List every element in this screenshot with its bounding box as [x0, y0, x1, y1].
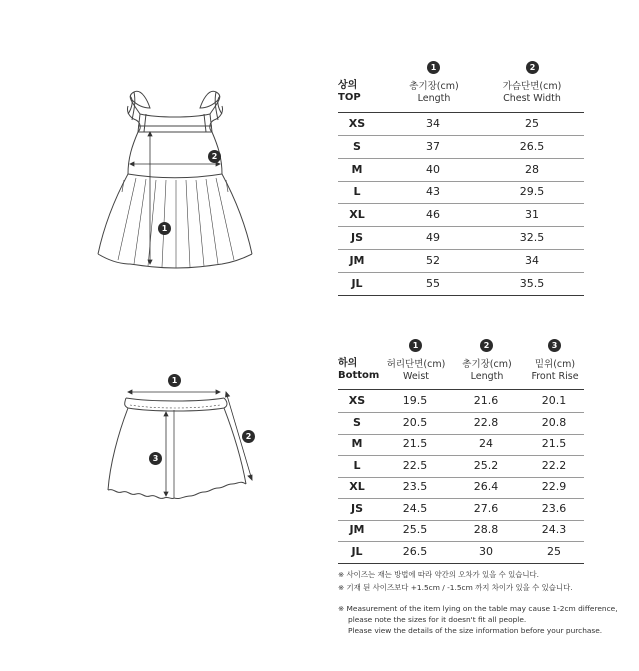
bottom-col3-header — [522, 359, 588, 383]
bottom-row-6-col-2: 27.6 — [473, 501, 499, 515]
top-col1-number: 1 — [427, 61, 440, 74]
bottom-row-1-col-3: 20.1 — [541, 394, 567, 407]
top-row-1-size: XS — [348, 117, 366, 130]
top-row-4-size: L — [353, 185, 361, 199]
bottom-row-5-col-3: 22.9 — [541, 480, 567, 493]
bottom-sketch-marker-3: 3 — [149, 452, 162, 465]
bottom-row-2-size: S — [353, 415, 361, 429]
top-col2-header — [484, 81, 580, 105]
bottom-row-4-size: L — [353, 458, 361, 472]
bottom-row-1-col-1: 19.5 — [402, 394, 428, 407]
note-en-3: Please view the details of the size information before your purchase. — [348, 626, 603, 635]
top-row-2-col-1: 37 — [426, 139, 440, 153]
bottom-row-3-col-2: 24 — [479, 437, 493, 450]
note-ko-1: ※ 사이즈는 재는 방법에 따라 약간의 오차가 있을 수 있습니다. — [338, 570, 540, 579]
bottom-col2-header — [454, 359, 520, 383]
bottom-col1-header — [382, 359, 450, 383]
bottom-row-3-col-1: 21.5 — [402, 437, 428, 450]
top-row-1-col-1: 34 — [426, 117, 440, 130]
bottom-row-1-size: XS — [348, 394, 366, 407]
bottom-row-3-size: M — [351, 437, 363, 450]
top-row-6-size: JS — [350, 231, 363, 244]
bottom-col3-label-ko: 밑위(cm) — [534, 359, 576, 370]
top-sketch-marker-1: 1 — [158, 222, 171, 235]
bottom-col2-label-ko: 총기장(cm) — [462, 359, 512, 370]
bottom-row-5-col-2: 26.4 — [473, 480, 499, 493]
bottom-row-8-col-1: 26.5 — [402, 544, 428, 558]
top-row-1-rule — [338, 135, 584, 136]
bottom-row-2-rule — [338, 434, 584, 435]
top-row-6-col-1: 49 — [426, 231, 440, 244]
bottom-row-6-rule — [338, 520, 584, 521]
bottom-col2-number: 2 — [480, 339, 493, 352]
bottom-row-3-rule — [338, 455, 584, 456]
bottom-row-3-col-3: 21.5 — [541, 437, 567, 450]
bottom-row-1-rule — [338, 412, 584, 413]
top-col1-label-en: Length — [417, 93, 451, 104]
bottom-row-5-size: XL — [349, 480, 365, 493]
bottom-col1-label-en: Weist — [403, 371, 429, 382]
top-row-4-col-1: 43 — [426, 185, 440, 199]
bottom-row-7-size: JM — [349, 523, 365, 536]
bottom-row-1-col-2: 21.6 — [473, 394, 499, 407]
bottom-row-7-col-1: 25.5 — [402, 523, 428, 536]
bottom-row-4-col-2: 25.2 — [473, 458, 499, 472]
top-row-4-col-2: 29.5 — [519, 185, 545, 199]
top-sketch-marker-2: 2 — [208, 150, 221, 163]
top-row-4-rule — [338, 203, 584, 204]
bottom-row-6-col-1: 24.5 — [402, 501, 428, 515]
bottom-col2-label-en: Length — [470, 371, 504, 382]
bottom-row-2-col-2: 22.8 — [473, 415, 499, 429]
bottom-category-label — [338, 358, 384, 382]
bottom-row-8-col-2: 30 — [479, 544, 493, 558]
top-row-3-rule — [338, 181, 584, 182]
bottom-sketch-marker-2: 2 — [242, 430, 255, 443]
bottom-category-en: Bottom — [338, 370, 380, 381]
bottom-row-4-col-1: 22.5 — [402, 458, 428, 472]
top-row-3-col-1: 40 — [426, 162, 440, 176]
bottom-row-8-size: JL — [351, 544, 363, 558]
top-category-en: TOP — [338, 92, 361, 103]
bottom-row-5-col-1: 23.5 — [402, 480, 428, 493]
bottom-row-4-rule — [338, 477, 584, 478]
top-col2-number: 2 — [526, 61, 539, 74]
bottom-row-8-rule — [338, 563, 584, 564]
bottom-row-6-size: JS — [350, 501, 363, 515]
bottom-col1-label-ko: 허리단면(cm) — [386, 359, 446, 370]
bottom-col3-number: 3 — [548, 339, 561, 352]
top-category-label — [338, 80, 378, 104]
bottom-table-header-rule — [338, 389, 584, 390]
top-row-7-rule — [338, 272, 584, 273]
bottom-row-7-rule — [338, 541, 584, 542]
top-table-header-rule — [338, 112, 584, 113]
note-ko-2: ※ 기재 된 사이즈보다 +1.5cm / -1.5cm 까지 차이가 있을 수 있습니다. — [338, 583, 573, 592]
top-row-1-col-2: 25 — [525, 117, 539, 130]
top-category-ko: 상의 — [338, 80, 358, 91]
bottom-row-8-col-3: 25 — [547, 544, 561, 558]
top-col2-label-ko: 가슴단면(cm) — [502, 81, 562, 92]
top-row-6-rule — [338, 249, 584, 250]
top-row-8-col-1: 55 — [426, 276, 440, 290]
bottom-row-6-col-3: 23.6 — [541, 501, 567, 515]
top-row-5-size: XL — [349, 208, 365, 222]
top-row-7-size: JM — [349, 253, 365, 267]
bottom-row-7-col-2: 28.8 — [473, 523, 499, 536]
top-row-8-col-2: 35.5 — [519, 276, 545, 290]
top-row-7-col-2: 34 — [525, 253, 539, 267]
top-garment-sketch — [88, 88, 263, 278]
top-row-7-col-1: 52 — [426, 253, 440, 267]
top-col2-label-en: Chest Width — [503, 93, 561, 104]
bottom-row-2-col-1: 20.5 — [402, 415, 428, 429]
bottom-col3-label-en: Front Rise — [531, 371, 579, 382]
bottom-category-ko: 하의 — [338, 358, 358, 369]
top-row-2-rule — [338, 158, 584, 159]
note-en-2: please note the sizes for it doesn't fit all people. — [348, 615, 527, 624]
bottom-row-5-rule — [338, 498, 584, 499]
top-col1-header — [388, 81, 480, 105]
bottom-row-4-col-3: 22.2 — [541, 458, 567, 472]
top-row-5-rule — [338, 226, 584, 227]
top-row-3-col-2: 28 — [525, 162, 539, 176]
bottom-row-2-col-3: 20.8 — [541, 415, 567, 429]
top-col1-label-ko: 총기장(cm) — [409, 81, 459, 92]
top-row-5-col-2: 31 — [525, 208, 539, 222]
top-row-8-rule — [338, 295, 584, 296]
note-en-1: ※ Measurement of the item lying on the table may cause 1-2cm difference, — [338, 604, 618, 613]
top-row-2-size: S — [353, 139, 361, 153]
top-row-8-size: JL — [351, 276, 363, 290]
bottom-sketch-marker-1: 1 — [168, 374, 181, 387]
top-row-2-col-2: 26.5 — [519, 139, 545, 153]
top-row-3-size: M — [351, 162, 363, 176]
bottom-col1-number: 1 — [409, 339, 422, 352]
top-row-6-col-2: 32.5 — [519, 231, 545, 244]
top-row-5-col-1: 46 — [426, 208, 440, 222]
bottom-row-7-col-3: 24.3 — [541, 523, 567, 536]
